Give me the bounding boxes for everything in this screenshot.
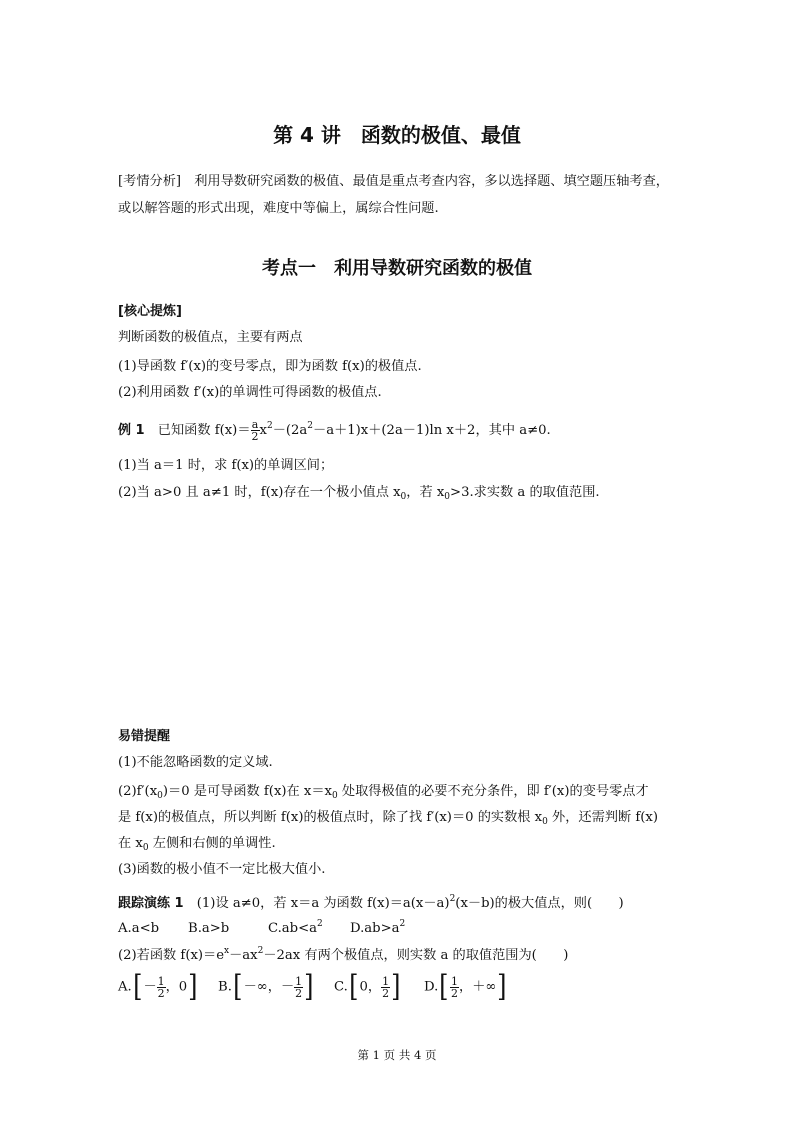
option-c: $C.ab<a^2$	[268, 919, 323, 936]
fraction: $\frac{1}{2}$	[382, 974, 390, 1000]
choice-b: B.[－∞，－ $\frac{1}{2}$ ]	[218, 969, 314, 1004]
example-question-2: (2)当 a>0 且 a≠1 时，f(x)存在一个极小值点 $x_0$，若 $x_0>3$.求实数 a 的取值范围.	[118, 485, 600, 502]
practice-question-2: (2)若函数 $f(x)=e^x-ax^2-2ax$ 有两个极值点，则实数 a 的取值范围为( )	[118, 946, 569, 963]
fraction: $\frac{a}{2}$	[251, 418, 259, 443]
fraction: $\frac{1}{2}$	[295, 974, 303, 1000]
practice-label: 跟踪演练 1	[118, 896, 184, 911]
option-d: $D.ab>a^2$	[350, 919, 406, 936]
example-label: 例 1	[118, 423, 145, 438]
page-title: 第 4 讲 函数的极值、最值	[273, 123, 521, 147]
core-line-3: (2)利用函数 f′(x)的单调性可得函数的极值点.	[118, 385, 382, 400]
pitfalls-heading: 易错提醒	[118, 729, 171, 744]
choice-d: D.[ $\frac{1}{2}$ ，＋∞]	[424, 969, 507, 1004]
practice-q2-options	[118, 969, 508, 1004]
section-title: 考点一 利用导数研究函数的极值	[262, 258, 532, 279]
option-b: B.a>b	[188, 921, 230, 936]
example-1: 例 1 已知函数 f(x)＝ $\frac{a}{2}$ $x^2-(2a^2-a+1)x+(2a-1)\ln$ x＋2，其中 a≠0.	[118, 418, 551, 443]
choice-c: C.[0， $\frac{1}{2}$ ]	[334, 969, 401, 1004]
core-line-2: (1)导函数 f′(x)的变号零点，即为函数 f(x)的极值点.	[118, 359, 422, 374]
pitfall-2-line-1: $(2)f'(x_0)=0$ 是可导函数 f(x)在 $x=x_0$ 处取得极值的必要不充分条件，即 f′(x)的变号零点才	[118, 784, 649, 801]
pitfall-3: (3)函数的极小值不一定比极大值小.	[118, 862, 326, 877]
pitfall-1: (1)不能忽略函数的定义域.	[118, 755, 273, 770]
fraction: $\frac{1}{2}$	[451, 974, 459, 1000]
pitfall-2-line-3: 在 $x_0$ 左侧和右侧的单调性.	[118, 836, 276, 853]
core-heading: [核心提炼]	[118, 304, 182, 319]
example-question-1: (1)当 a＝1 时，求 f(x)的单调区间；	[118, 458, 334, 473]
option-a: A.a<b	[118, 921, 160, 936]
analysis-text: 利用导数研究函数的极值、最值是重点考查内容，多以选择题、填空题压轴考查，或以解答题的形式出现，难度中等偏上，属综合性问题.	[118, 174, 669, 216]
practice-q1-options	[118, 914, 405, 939]
core-line-1: 判断函数的极值点，主要有两点	[118, 330, 303, 345]
analysis-label: [考情分析]	[118, 174, 182, 189]
practice-question-1: 跟踪演练 1 (1)设 a≠0，若 x＝a 为函数 $f(x)=a(x-a)^2(x-b)$的极大值点，则( )	[118, 894, 624, 911]
page-footer: 第 1 页 共 4 页	[357, 1048, 437, 1062]
choice-a: A.[－ $\frac{1}{2}$ ，0]	[118, 969, 198, 1004]
exam-analysis	[118, 168, 678, 222]
fraction: $\frac{1}{2}$	[157, 974, 165, 1000]
pitfall-2-line-2: 是 f(x)的极值点，所以判断 f(x)的极值点时，除了找 f′(x)＝0 的实数根 $x_0$ 外，还需判断 f(x)	[118, 810, 658, 827]
